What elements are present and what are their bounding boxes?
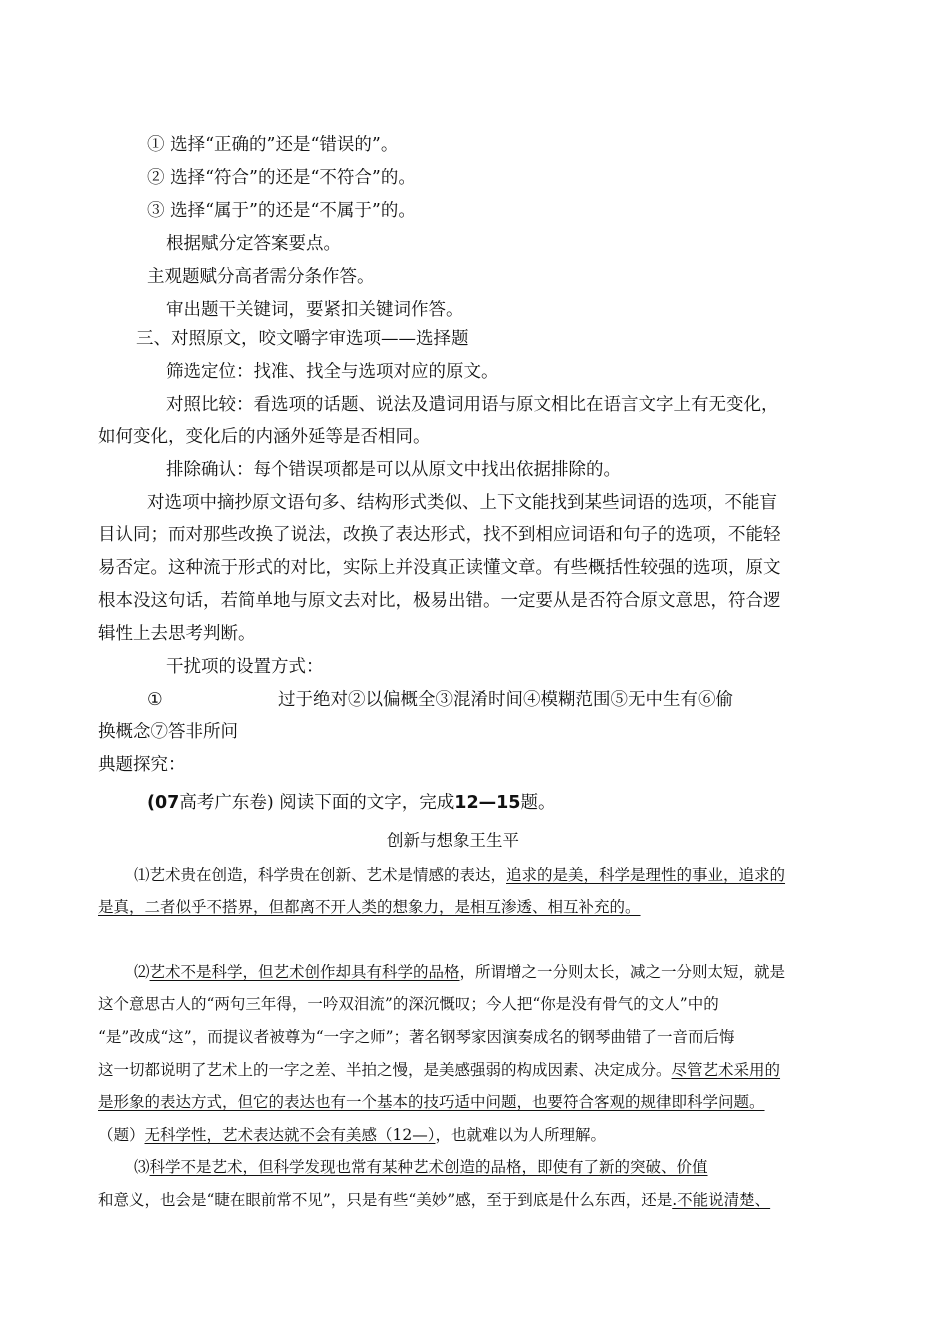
text-line: 根据赋分定答案要点。 — [166, 234, 341, 254]
article-line — [98, 1124, 606, 1146]
text-line: 辑性上去思考判断。 — [98, 624, 256, 644]
article-line — [98, 1189, 770, 1211]
article-text: ⑴艺术贵在创造，科学贵在创新、艺术是情感的表达， — [134, 866, 507, 884]
text-line: 对选项中摘抄原文语句多、结构形式类似、上下文能找到某些词语的选项，不能盲 — [147, 493, 777, 513]
article-line — [98, 1059, 780, 1081]
article-text: ⑵ — [134, 963, 150, 981]
question-instruction: 阅读下面的文字，完成 — [279, 793, 455, 813]
question-range: 12—15 — [454, 793, 521, 813]
text-line: ① 选择“正确的”还是“错误的”。 — [147, 135, 399, 155]
text-line: 典题探究： — [98, 755, 186, 775]
text-line: 干扰项的设置方式： — [166, 657, 324, 677]
article-text: ，所谓增之一分则太长，减之一分则太短，就是 — [459, 963, 786, 981]
underlined-text: 艺术不是科学，但艺术创作却具有科学的品格 — [149, 963, 460, 981]
article-line: 这个意思古人的“两句三年得，一吟双泪流”的深沉慨叹；今人把“你是没有骨气的文人”中的 — [98, 995, 719, 1013]
article-text: （题） — [98, 1126, 145, 1144]
article-title: 创新与想象王生平 — [387, 831, 519, 850]
text-line: ③ 选择“属于”的还是“不属于”的。 — [147, 201, 416, 221]
text-line: 目认同；而对那些改换了说法，改换了表达形式，找不到相应词语和句子的选项，不能轻 — [98, 525, 781, 545]
underlined-text: 科学不是艺术，但科学发现也常有某种艺术创造的品格，即使有了新的突破、价值 — [149, 1158, 708, 1176]
underlined-text: 是形象的表达方式，但它的表达也有一个基本的技巧适中问题，也要符合客观的规律即科学问题。 — [98, 1093, 765, 1111]
article-line — [98, 1091, 765, 1113]
text-line: 换概念⑦答非所问 — [98, 722, 238, 742]
article-text: 和意义，也会是“睫在眼前常不见”，只是有些“美妙”感，至于到底是什么东西，还是 — [98, 1191, 673, 1209]
question-intro — [147, 791, 555, 815]
underlined-text: 追求的是美，科学是理性的事业，追求的 — [506, 866, 786, 884]
underlined-text: .不能说清楚、 — [672, 1191, 771, 1209]
question-source: 高考广东卷) — [179, 793, 274, 813]
underlined-text: 尽管艺术采用的 — [671, 1061, 781, 1079]
text-line: 对照比较：看选项的话题、说法及遣词用语与原文相比在语言文字上有无变化， — [166, 395, 779, 415]
article-text: ，也就难以为人所理解。 — [435, 1126, 607, 1144]
underlined-text: 是真，二者似乎不搭界，但都离不开人类的想象力，是相互渗透、相互补充的。 — [98, 898, 641, 916]
article-line: “是”改成“这”，而提议者被尊为“一字之师”；著名钢琴家因演奏成名的钢琴曲错了一音而后悔 — [98, 1028, 735, 1046]
text-line: ① — [147, 690, 163, 710]
article-text: ⑶ — [134, 1158, 150, 1176]
section-heading: 三、对照原文，咬文嚼字审选项——选择题 — [136, 329, 469, 349]
question-suffix: 题。 — [520, 793, 556, 813]
text-line: 筛选定位：找准、找全与选项对应的原文。 — [166, 362, 499, 382]
text-line: ② 选择“符合”的还是“不符合”的。 — [147, 168, 416, 188]
text-line: 审出题干关键词，要紧扣关键词作答。 — [166, 300, 464, 320]
underlined-text: 无科学性，艺术表达就不会有美感（12—） — [144, 1126, 436, 1144]
text-line: 如何变化，变化后的内涵外延等是否相同。 — [98, 427, 431, 447]
article-text: 这一切都说明了艺术上的一字之差、半拍之慢，是美感强弱的构成因素、决定成分。 — [98, 1061, 672, 1079]
text-line: 易否定。这种流于形式的对比，实际上并没真正读懂文章。有些概括性较强的选项，原文 — [98, 558, 781, 578]
text-line: 根本没这句话，若简单地与原文去对比，极易出错。一定要从是否符合原文意思，符合逻 — [98, 591, 781, 611]
text-line: 过于绝对②以偏概全③混淆时间④模糊范围⑤无中生有⑥偷 — [278, 690, 733, 710]
text-line: 排除确认：每个错误项都是可以从原文中找出依据排除的。 — [166, 460, 621, 480]
text-line: 主观题赋分高者需分条作答。 — [147, 267, 375, 287]
article-line — [134, 864, 785, 886]
article-line — [98, 896, 641, 918]
article-line — [134, 961, 785, 983]
article-line — [134, 1156, 708, 1178]
question-source-year: (07 — [147, 793, 180, 813]
